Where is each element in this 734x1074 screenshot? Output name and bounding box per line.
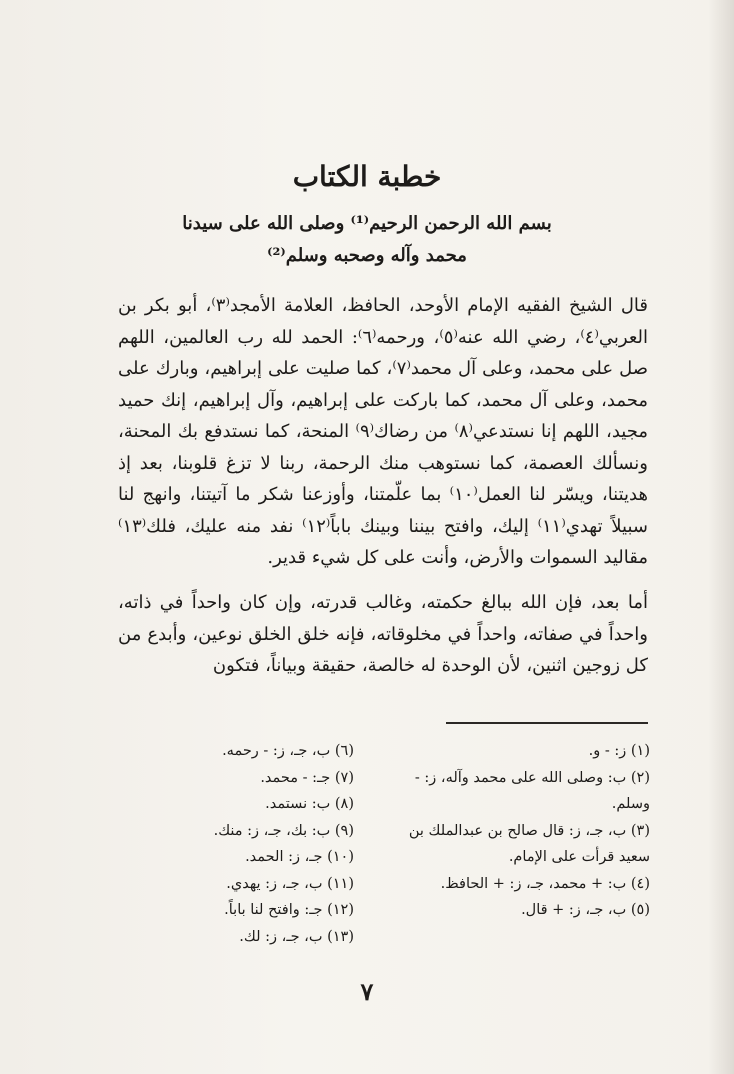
page-title: خطبة الكتاب [292, 160, 442, 193]
basmala-block [80, 208, 654, 272]
footnote-3: (٣) ب، جـ، ز: قال صالح بن عبدالملك بن سعيد قرأت على الإمام. [408, 822, 650, 865]
footnote-13: (١٣) ب، جـ، ز: لك. [239, 928, 354, 945]
body-paragraph-2: أما بعد، فإن الله ببالغ حكمته، وغالب قدرته، وإن كان واحداً في ذاته، واحداً في صفاته، واحداً في مخلوقاته، فإنه خلق الخلق نوعين، وأبدع من كل زوجين اثنين، لأن الوحدة له خالصة، حقيقة وبياناً، فتكون [118, 592, 648, 676]
footnote-5: (٥) ب، جـ، ز: + قال. [521, 902, 650, 918]
body-paragraph-1: قال الشيخ الفقيه الإمام الأوحد، الحافظ، العلامة الأمجد⁽٣⁾، أبو بكر بن العربي⁽٤⁾، رضي الله عنه⁽٥⁾، ورحمه⁽٦⁾: الحمد لله رب العالمين، اللهم صل على محمد، وعلى آل محمد⁽٧⁾، كما صليت على إبراهيم، وبارك على محمد، وعلى آل محمد، كما باركت على إبراهيم، وآل إبراهيم، إنك حميد مجيد، اللهم إنا نستدعي⁽٨⁾ من رضاك⁽٩⁾ المنحة، كما نستدفع بك المحنة، ونسألك العصمة، كما نستوهب منك الرحمة، ربنا لا تزغ قلوبنا، بعد إذ هديتنا، ويسّر لنا العمل⁽١٠⁾ بما علّمتنا، وأوزعنا شكر ما آتيتنا، وانهج لنا سبيلاً تهدي⁽١١⁾ إليك، وافتح بيننا وبينك باباً⁽١٢⁾ نفد منه عليك، فلك⁽١٣⁾ مقاليد السموات والأرض، وأنت على كل شيء قدير. [118, 295, 648, 568]
footnote-7: (٧) جـ: - محمد. [260, 769, 354, 786]
basmala-line-2: محمد وآله وصحبه وسلم⁽²⁾ [267, 245, 467, 266]
basmala-line-1: بسم الله الرحمن الرحيم⁽¹⁾ وصلى الله على سيدنا [182, 213, 552, 234]
footnote-6: (٦) ب، جـ، ز: - رحمه. [222, 743, 354, 759]
footnote-10: (١٠) جـ، ز: الحمد. [245, 849, 354, 865]
footnote-1: (١) ز: - و. [588, 743, 650, 759]
footnote-11: (١١) ب، جـ، ز: يهدي. [226, 875, 354, 892]
footnotes-right-column [378, 738, 650, 924]
page-number: ٧ [360, 977, 374, 1006]
footnote-9: (٩) ب: بك، جـ، ز: منك. [213, 822, 354, 839]
footnote-12: (١٢) جـ: وافتح لنا باباً. [224, 902, 354, 918]
footnote-8: (٨) ب: نستمد. [265, 796, 354, 812]
footnotes-left-column [124, 738, 354, 950]
footnote-2: (٢) ب: وصلى الله على محمد وآله، ز: - وسلم. [414, 769, 650, 812]
footnote-divider [446, 722, 648, 724]
footnote-4: (٤) ب: + محمد، جـ، ز: + الحافظ. [440, 875, 650, 892]
